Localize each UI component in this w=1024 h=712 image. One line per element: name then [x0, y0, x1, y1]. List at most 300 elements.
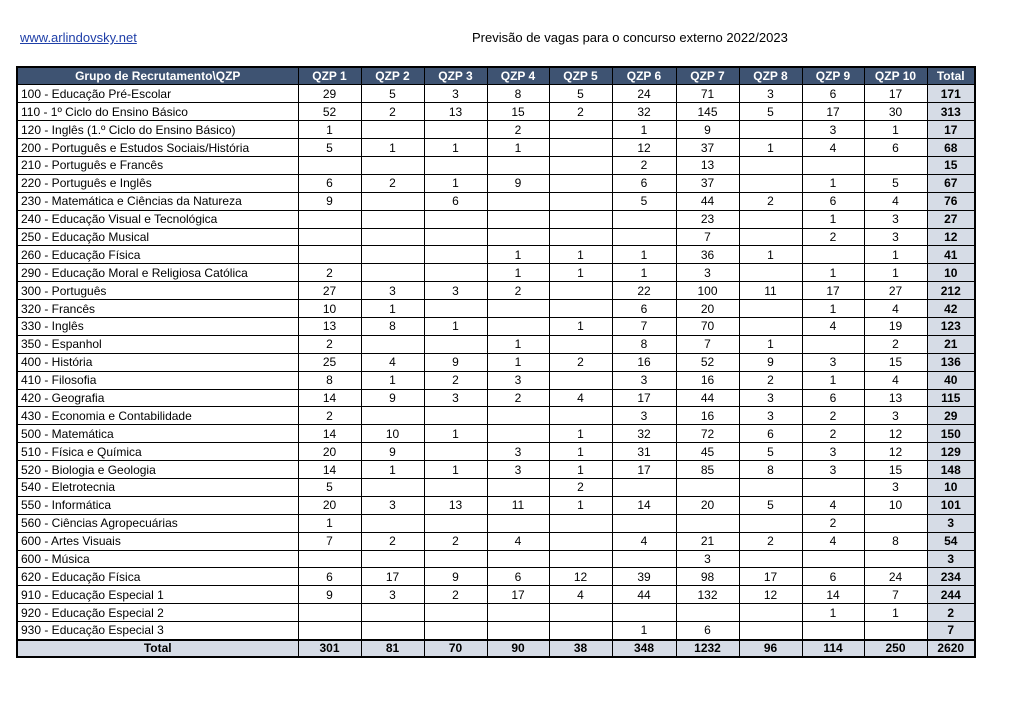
grupo-cell: 220 - Português e Inglês — [17, 174, 298, 192]
qzp-value-cell — [424, 228, 487, 246]
qzp-value-cell — [802, 622, 864, 640]
qzp-value-cell — [487, 156, 549, 174]
qzp-value-cell — [612, 210, 676, 228]
column-total-cell: 301 — [298, 640, 361, 658]
qzp-value-cell — [424, 478, 487, 496]
qzp-value-cell: 1 — [739, 246, 802, 264]
row-total-cell: 244 — [927, 586, 975, 604]
qzp-value-cell — [802, 156, 864, 174]
table-row — [17, 604, 975, 622]
grupo-cell: 320 - Francês — [17, 300, 298, 318]
qzp-value-cell: 2 — [549, 478, 612, 496]
qzp-value-cell: 9 — [487, 174, 549, 192]
qzp-value-cell: 1 — [424, 425, 487, 443]
qzp-value-cell: 8 — [298, 371, 361, 389]
row-total-cell: 129 — [927, 443, 975, 461]
qzp-value-cell: 1 — [802, 371, 864, 389]
qzp-value-cell — [487, 317, 549, 335]
qzp-value-cell: 14 — [298, 461, 361, 479]
qzp-value-cell: 3 — [676, 264, 739, 282]
qzp-value-cell — [864, 156, 927, 174]
qzp-value-cell: 39 — [612, 568, 676, 586]
qzp-value-cell: 5 — [298, 139, 361, 157]
qzp-value-cell — [298, 156, 361, 174]
row-total-cell: 54 — [927, 532, 975, 550]
qzp-value-cell: 1 — [424, 461, 487, 479]
qzp-value-cell: 8 — [361, 317, 424, 335]
qzp-value-cell — [487, 228, 549, 246]
qzp-value-cell: 6 — [612, 300, 676, 318]
qzp-value-cell: 44 — [676, 389, 739, 407]
qzp-value-cell — [361, 192, 424, 210]
qzp-value-cell: 70 — [676, 317, 739, 335]
qzp-value-cell: 14 — [802, 586, 864, 604]
qzp-value-cell: 100 — [676, 282, 739, 300]
grupo-cell: 600 - Música — [17, 550, 298, 568]
grupo-cell: 600 - Artes Visuais — [17, 532, 298, 550]
qzp-value-cell: 6 — [802, 389, 864, 407]
qzp-value-cell: 20 — [676, 496, 739, 514]
table-row — [17, 317, 975, 335]
qzp-value-cell: 37 — [676, 174, 739, 192]
qzp-value-cell: 1 — [487, 246, 549, 264]
qzp-value-cell: 7 — [676, 228, 739, 246]
qzp-value-cell: 1 — [802, 604, 864, 622]
qzp-value-cell — [612, 478, 676, 496]
column-header-qzp: QZP 5 — [549, 67, 612, 85]
qzp-value-cell: 6 — [802, 192, 864, 210]
qzp-value-cell: 2 — [549, 353, 612, 371]
column-total-cell: 70 — [424, 640, 487, 658]
qzp-value-cell: 4 — [802, 496, 864, 514]
column-header-qzp: QZP 10 — [864, 67, 927, 85]
qzp-value-cell — [424, 156, 487, 174]
qzp-value-cell: 6 — [298, 568, 361, 586]
qzp-value-cell: 37 — [676, 139, 739, 157]
qzp-value-cell: 12 — [864, 425, 927, 443]
grupo-cell: 200 - Português e Estudos Sociais/História — [17, 139, 298, 157]
grupo-cell: 350 - Espanhol — [17, 335, 298, 353]
qzp-value-cell — [424, 300, 487, 318]
row-total-cell: 148 — [927, 461, 975, 479]
qzp-value-cell — [549, 371, 612, 389]
qzp-value-cell: 17 — [802, 103, 864, 121]
qzp-value-cell — [676, 604, 739, 622]
qzp-value-cell: 13 — [298, 317, 361, 335]
qzp-value-cell — [739, 317, 802, 335]
table-row — [17, 550, 975, 568]
qzp-value-cell: 1 — [487, 264, 549, 282]
column-header-qzp: QZP 8 — [739, 67, 802, 85]
qzp-value-cell: 1 — [487, 335, 549, 353]
qzp-value-cell — [612, 514, 676, 532]
table-row — [17, 389, 975, 407]
grupo-cell: 110 - 1º Ciclo do Ensino Básico — [17, 103, 298, 121]
site-link[interactable]: www.arlindovsky.net — [20, 30, 137, 45]
qzp-value-cell: 6 — [802, 568, 864, 586]
qzp-value-cell: 44 — [676, 192, 739, 210]
grupo-cell: 430 - Economia e Contabilidade — [17, 407, 298, 425]
row-total-cell: 10 — [927, 264, 975, 282]
qzp-value-cell: 20 — [298, 496, 361, 514]
table-row — [17, 514, 975, 532]
qzp-value-cell — [487, 425, 549, 443]
column-total-cell: 348 — [612, 640, 676, 658]
grupo-cell: 500 - Matemática — [17, 425, 298, 443]
qzp-value-cell: 1 — [549, 443, 612, 461]
qzp-value-cell — [487, 300, 549, 318]
qzp-value-cell: 7 — [864, 586, 927, 604]
qzp-value-cell — [549, 532, 612, 550]
qzp-value-cell — [739, 604, 802, 622]
qzp-value-cell: 2 — [298, 407, 361, 425]
qzp-value-cell: 5 — [739, 103, 802, 121]
row-total-cell: 76 — [927, 192, 975, 210]
qzp-value-cell — [802, 335, 864, 353]
qzp-value-cell — [487, 478, 549, 496]
qzp-value-cell — [739, 264, 802, 282]
qzp-value-cell: 8 — [487, 85, 549, 103]
qzp-value-cell — [298, 246, 361, 264]
table-row — [17, 228, 975, 246]
column-total-cell: 250 — [864, 640, 927, 658]
qzp-value-cell: 6 — [739, 425, 802, 443]
qzp-value-cell: 85 — [676, 461, 739, 479]
column-header-total: Total — [927, 67, 975, 85]
qzp-value-cell: 27 — [864, 282, 927, 300]
qzp-value-cell: 11 — [739, 282, 802, 300]
row-total-cell: 27 — [927, 210, 975, 228]
qzp-value-cell — [549, 139, 612, 157]
column-total-cell: 38 — [549, 640, 612, 658]
qzp-value-cell: 1 — [739, 139, 802, 157]
qzp-value-cell: 1 — [549, 317, 612, 335]
qzp-value-cell — [612, 550, 676, 568]
qzp-value-cell: 17 — [612, 461, 676, 479]
grand-total-cell: 2620 — [927, 640, 975, 658]
qzp-value-cell — [487, 407, 549, 425]
row-total-cell: 7 — [927, 622, 975, 640]
qzp-value-cell: 2 — [298, 264, 361, 282]
qzp-value-cell — [549, 550, 612, 568]
row-total-cell: 21 — [927, 335, 975, 353]
table-row — [17, 85, 975, 103]
qzp-value-cell: 3 — [802, 353, 864, 371]
column-header-qzp: QZP 2 — [361, 67, 424, 85]
qzp-value-cell: 3 — [487, 371, 549, 389]
qzp-value-cell: 3 — [676, 550, 739, 568]
qzp-value-cell: 6 — [487, 568, 549, 586]
qzp-value-cell — [549, 335, 612, 353]
qzp-value-cell: 3 — [612, 407, 676, 425]
row-total-cell: 313 — [927, 103, 975, 121]
qzp-value-cell: 4 — [864, 192, 927, 210]
qzp-value-cell — [676, 514, 739, 532]
qzp-value-cell: 2 — [739, 192, 802, 210]
qzp-value-cell: 1 — [424, 174, 487, 192]
qzp-value-cell: 2 — [487, 121, 549, 139]
grupo-cell: 620 - Educação Física — [17, 568, 298, 586]
qzp-value-cell — [549, 121, 612, 139]
row-total-cell: 123 — [927, 317, 975, 335]
qzp-value-cell: 3 — [361, 282, 424, 300]
qzp-value-cell: 31 — [612, 443, 676, 461]
qzp-value-cell: 16 — [676, 371, 739, 389]
row-total-cell: 234 — [927, 568, 975, 586]
row-total-cell: 150 — [927, 425, 975, 443]
qzp-value-cell: 14 — [298, 425, 361, 443]
qzp-value-cell: 2 — [361, 532, 424, 550]
column-header-qzp: QZP 1 — [298, 67, 361, 85]
qzp-value-cell: 2 — [802, 425, 864, 443]
qzp-value-cell — [549, 210, 612, 228]
qzp-value-cell: 3 — [864, 210, 927, 228]
qzp-value-cell: 1 — [361, 371, 424, 389]
totals-label: Total — [17, 640, 298, 658]
qzp-value-cell — [802, 550, 864, 568]
qzp-value-cell — [424, 264, 487, 282]
table-row — [17, 174, 975, 192]
qzp-value-cell: 3 — [424, 389, 487, 407]
table-row — [17, 139, 975, 157]
qzp-value-cell: 32 — [612, 103, 676, 121]
qzp-value-cell — [864, 550, 927, 568]
qzp-value-cell: 1 — [549, 496, 612, 514]
qzp-value-cell: 5 — [298, 478, 361, 496]
row-total-cell: 68 — [927, 139, 975, 157]
qzp-value-cell: 30 — [864, 103, 927, 121]
qzp-value-cell — [739, 228, 802, 246]
qzp-value-cell: 2 — [802, 228, 864, 246]
grupo-cell: 540 - Eletrotecnia — [17, 478, 298, 496]
row-total-cell: 171 — [927, 85, 975, 103]
qzp-value-cell — [361, 550, 424, 568]
column-total-cell: 81 — [361, 640, 424, 658]
qzp-value-cell — [361, 228, 424, 246]
qzp-value-cell: 17 — [739, 568, 802, 586]
table-row — [17, 568, 975, 586]
qzp-value-cell — [361, 210, 424, 228]
qzp-value-cell: 6 — [864, 139, 927, 157]
row-total-cell: 41 — [927, 246, 975, 264]
qzp-value-cell: 2 — [487, 282, 549, 300]
qzp-value-cell: 17 — [612, 389, 676, 407]
table-row — [17, 586, 975, 604]
qzp-value-cell — [549, 514, 612, 532]
qzp-value-cell: 9 — [361, 443, 424, 461]
row-total-cell: 10 — [927, 478, 975, 496]
qzp-value-cell: 1 — [549, 425, 612, 443]
qzp-value-cell — [864, 622, 927, 640]
qzp-value-cell: 12 — [739, 586, 802, 604]
column-total-cell: 114 — [802, 640, 864, 658]
row-total-cell: 15 — [927, 156, 975, 174]
qzp-value-cell: 1 — [487, 353, 549, 371]
qzp-value-cell: 17 — [487, 586, 549, 604]
grupo-cell: 400 - História — [17, 353, 298, 371]
qzp-value-cell: 15 — [864, 461, 927, 479]
qzp-value-cell — [361, 246, 424, 264]
qzp-value-cell: 17 — [361, 568, 424, 586]
qzp-value-cell: 9 — [739, 353, 802, 371]
qzp-value-cell — [361, 478, 424, 496]
qzp-value-cell: 1 — [864, 246, 927, 264]
table-row — [17, 246, 975, 264]
grupo-cell: 240 - Educação Visual e Tecnológica — [17, 210, 298, 228]
qzp-value-cell: 44 — [612, 586, 676, 604]
qzp-value-cell: 9 — [298, 192, 361, 210]
qzp-value-cell: 13 — [424, 103, 487, 121]
qzp-value-cell: 1 — [864, 604, 927, 622]
qzp-value-cell: 9 — [676, 121, 739, 139]
column-header-qzp: QZP 4 — [487, 67, 549, 85]
qzp-value-cell — [676, 478, 739, 496]
qzp-value-cell: 16 — [612, 353, 676, 371]
qzp-value-cell — [424, 622, 487, 640]
qzp-value-cell — [298, 604, 361, 622]
table-row — [17, 443, 975, 461]
qzp-value-cell: 1 — [612, 121, 676, 139]
qzp-value-cell: 1 — [612, 246, 676, 264]
qzp-value-cell: 20 — [676, 300, 739, 318]
qzp-value-cell — [361, 622, 424, 640]
qzp-value-cell — [739, 514, 802, 532]
qzp-value-cell — [424, 121, 487, 139]
qzp-value-cell: 14 — [612, 496, 676, 514]
table-row — [17, 210, 975, 228]
column-header-grupo: Grupo de Recrutamento\QZP — [17, 67, 298, 85]
qzp-value-cell: 1 — [298, 514, 361, 532]
qzp-value-cell: 3 — [487, 443, 549, 461]
table-row — [17, 156, 975, 174]
qzp-value-cell — [424, 246, 487, 264]
grupo-cell: 100 - Educação Pré-Escolar — [17, 85, 298, 103]
qzp-value-cell: 15 — [487, 103, 549, 121]
qzp-value-cell: 19 — [864, 317, 927, 335]
table-row — [17, 282, 975, 300]
qzp-value-cell — [424, 407, 487, 425]
qzp-value-cell — [424, 443, 487, 461]
qzp-value-cell: 132 — [676, 586, 739, 604]
qzp-value-cell: 2 — [424, 532, 487, 550]
qzp-value-cell: 3 — [361, 496, 424, 514]
qzp-value-cell — [549, 228, 612, 246]
qzp-value-cell: 6 — [424, 192, 487, 210]
grupo-cell: 260 - Educação Física — [17, 246, 298, 264]
qzp-value-cell: 2 — [802, 407, 864, 425]
table-row — [17, 335, 975, 353]
grupo-cell: 330 - Inglês — [17, 317, 298, 335]
qzp-value-cell: 9 — [298, 586, 361, 604]
totals-row — [17, 640, 975, 658]
qzp-value-cell — [298, 210, 361, 228]
qzp-value-cell: 1 — [424, 139, 487, 157]
qzp-value-cell — [487, 192, 549, 210]
qzp-value-cell: 1 — [802, 300, 864, 318]
qzp-value-cell: 7 — [676, 335, 739, 353]
qzp-value-cell: 17 — [864, 85, 927, 103]
qzp-value-cell: 1 — [361, 139, 424, 157]
qzp-value-cell — [739, 174, 802, 192]
qzp-value-cell: 7 — [298, 532, 361, 550]
qzp-value-cell: 4 — [612, 532, 676, 550]
qzp-value-cell — [549, 622, 612, 640]
table-row — [17, 461, 975, 479]
row-total-cell: 3 — [927, 550, 975, 568]
qzp-value-cell — [424, 604, 487, 622]
qzp-value-cell: 2 — [864, 335, 927, 353]
row-total-cell: 212 — [927, 282, 975, 300]
qzp-value-cell: 24 — [864, 568, 927, 586]
grupo-cell: 230 - Matemática e Ciências da Natureza — [17, 192, 298, 210]
qzp-value-cell: 1 — [612, 622, 676, 640]
qzp-value-cell — [549, 300, 612, 318]
qzp-value-cell: 6 — [802, 85, 864, 103]
qzp-value-cell: 2 — [487, 389, 549, 407]
qzp-value-cell — [802, 478, 864, 496]
qzp-value-cell: 4 — [549, 586, 612, 604]
qzp-value-cell: 4 — [864, 300, 927, 318]
row-total-cell: 12 — [927, 228, 975, 246]
qzp-value-cell — [361, 121, 424, 139]
qzp-value-cell: 9 — [361, 389, 424, 407]
qzp-value-cell: 1 — [361, 300, 424, 318]
qzp-value-cell — [424, 335, 487, 353]
grupo-cell: 300 - Português — [17, 282, 298, 300]
qzp-value-cell: 2 — [612, 156, 676, 174]
qzp-value-cell — [424, 210, 487, 228]
qzp-value-cell: 23 — [676, 210, 739, 228]
qzp-value-cell — [361, 407, 424, 425]
qzp-value-cell: 3 — [361, 586, 424, 604]
row-total-cell: 136 — [927, 353, 975, 371]
qzp-value-cell: 22 — [612, 282, 676, 300]
row-total-cell: 3 — [927, 514, 975, 532]
table-row — [17, 407, 975, 425]
qzp-value-cell: 3 — [739, 389, 802, 407]
table-row — [17, 353, 975, 371]
qzp-value-cell: 2 — [802, 514, 864, 532]
table-row — [17, 264, 975, 282]
grupo-cell: 520 - Biologia e Geologia — [17, 461, 298, 479]
qzp-value-cell: 3 — [864, 228, 927, 246]
row-total-cell: 101 — [927, 496, 975, 514]
qzp-value-cell: 27 — [298, 282, 361, 300]
qzp-value-cell: 13 — [676, 156, 739, 174]
qzp-value-cell: 32 — [612, 425, 676, 443]
qzp-value-cell: 8 — [864, 532, 927, 550]
qzp-value-cell: 12 — [612, 139, 676, 157]
qzp-value-cell: 6 — [676, 622, 739, 640]
qzp-value-cell: 2 — [424, 371, 487, 389]
qzp-value-cell: 1 — [864, 264, 927, 282]
qzp-value-cell: 52 — [298, 103, 361, 121]
qzp-value-cell — [424, 514, 487, 532]
row-total-cell: 17 — [927, 121, 975, 139]
qzp-value-cell: 20 — [298, 443, 361, 461]
qzp-value-cell — [739, 622, 802, 640]
qzp-value-cell — [612, 228, 676, 246]
qzp-value-cell — [739, 121, 802, 139]
qzp-value-cell: 3 — [802, 461, 864, 479]
qzp-value-cell: 3 — [424, 282, 487, 300]
qzp-value-cell — [739, 550, 802, 568]
qzp-value-cell: 2 — [361, 103, 424, 121]
qzp-value-cell: 3 — [802, 121, 864, 139]
qzp-value-cell: 6 — [298, 174, 361, 192]
qzp-value-cell: 3 — [864, 478, 927, 496]
qzp-value-cell: 1 — [802, 210, 864, 228]
